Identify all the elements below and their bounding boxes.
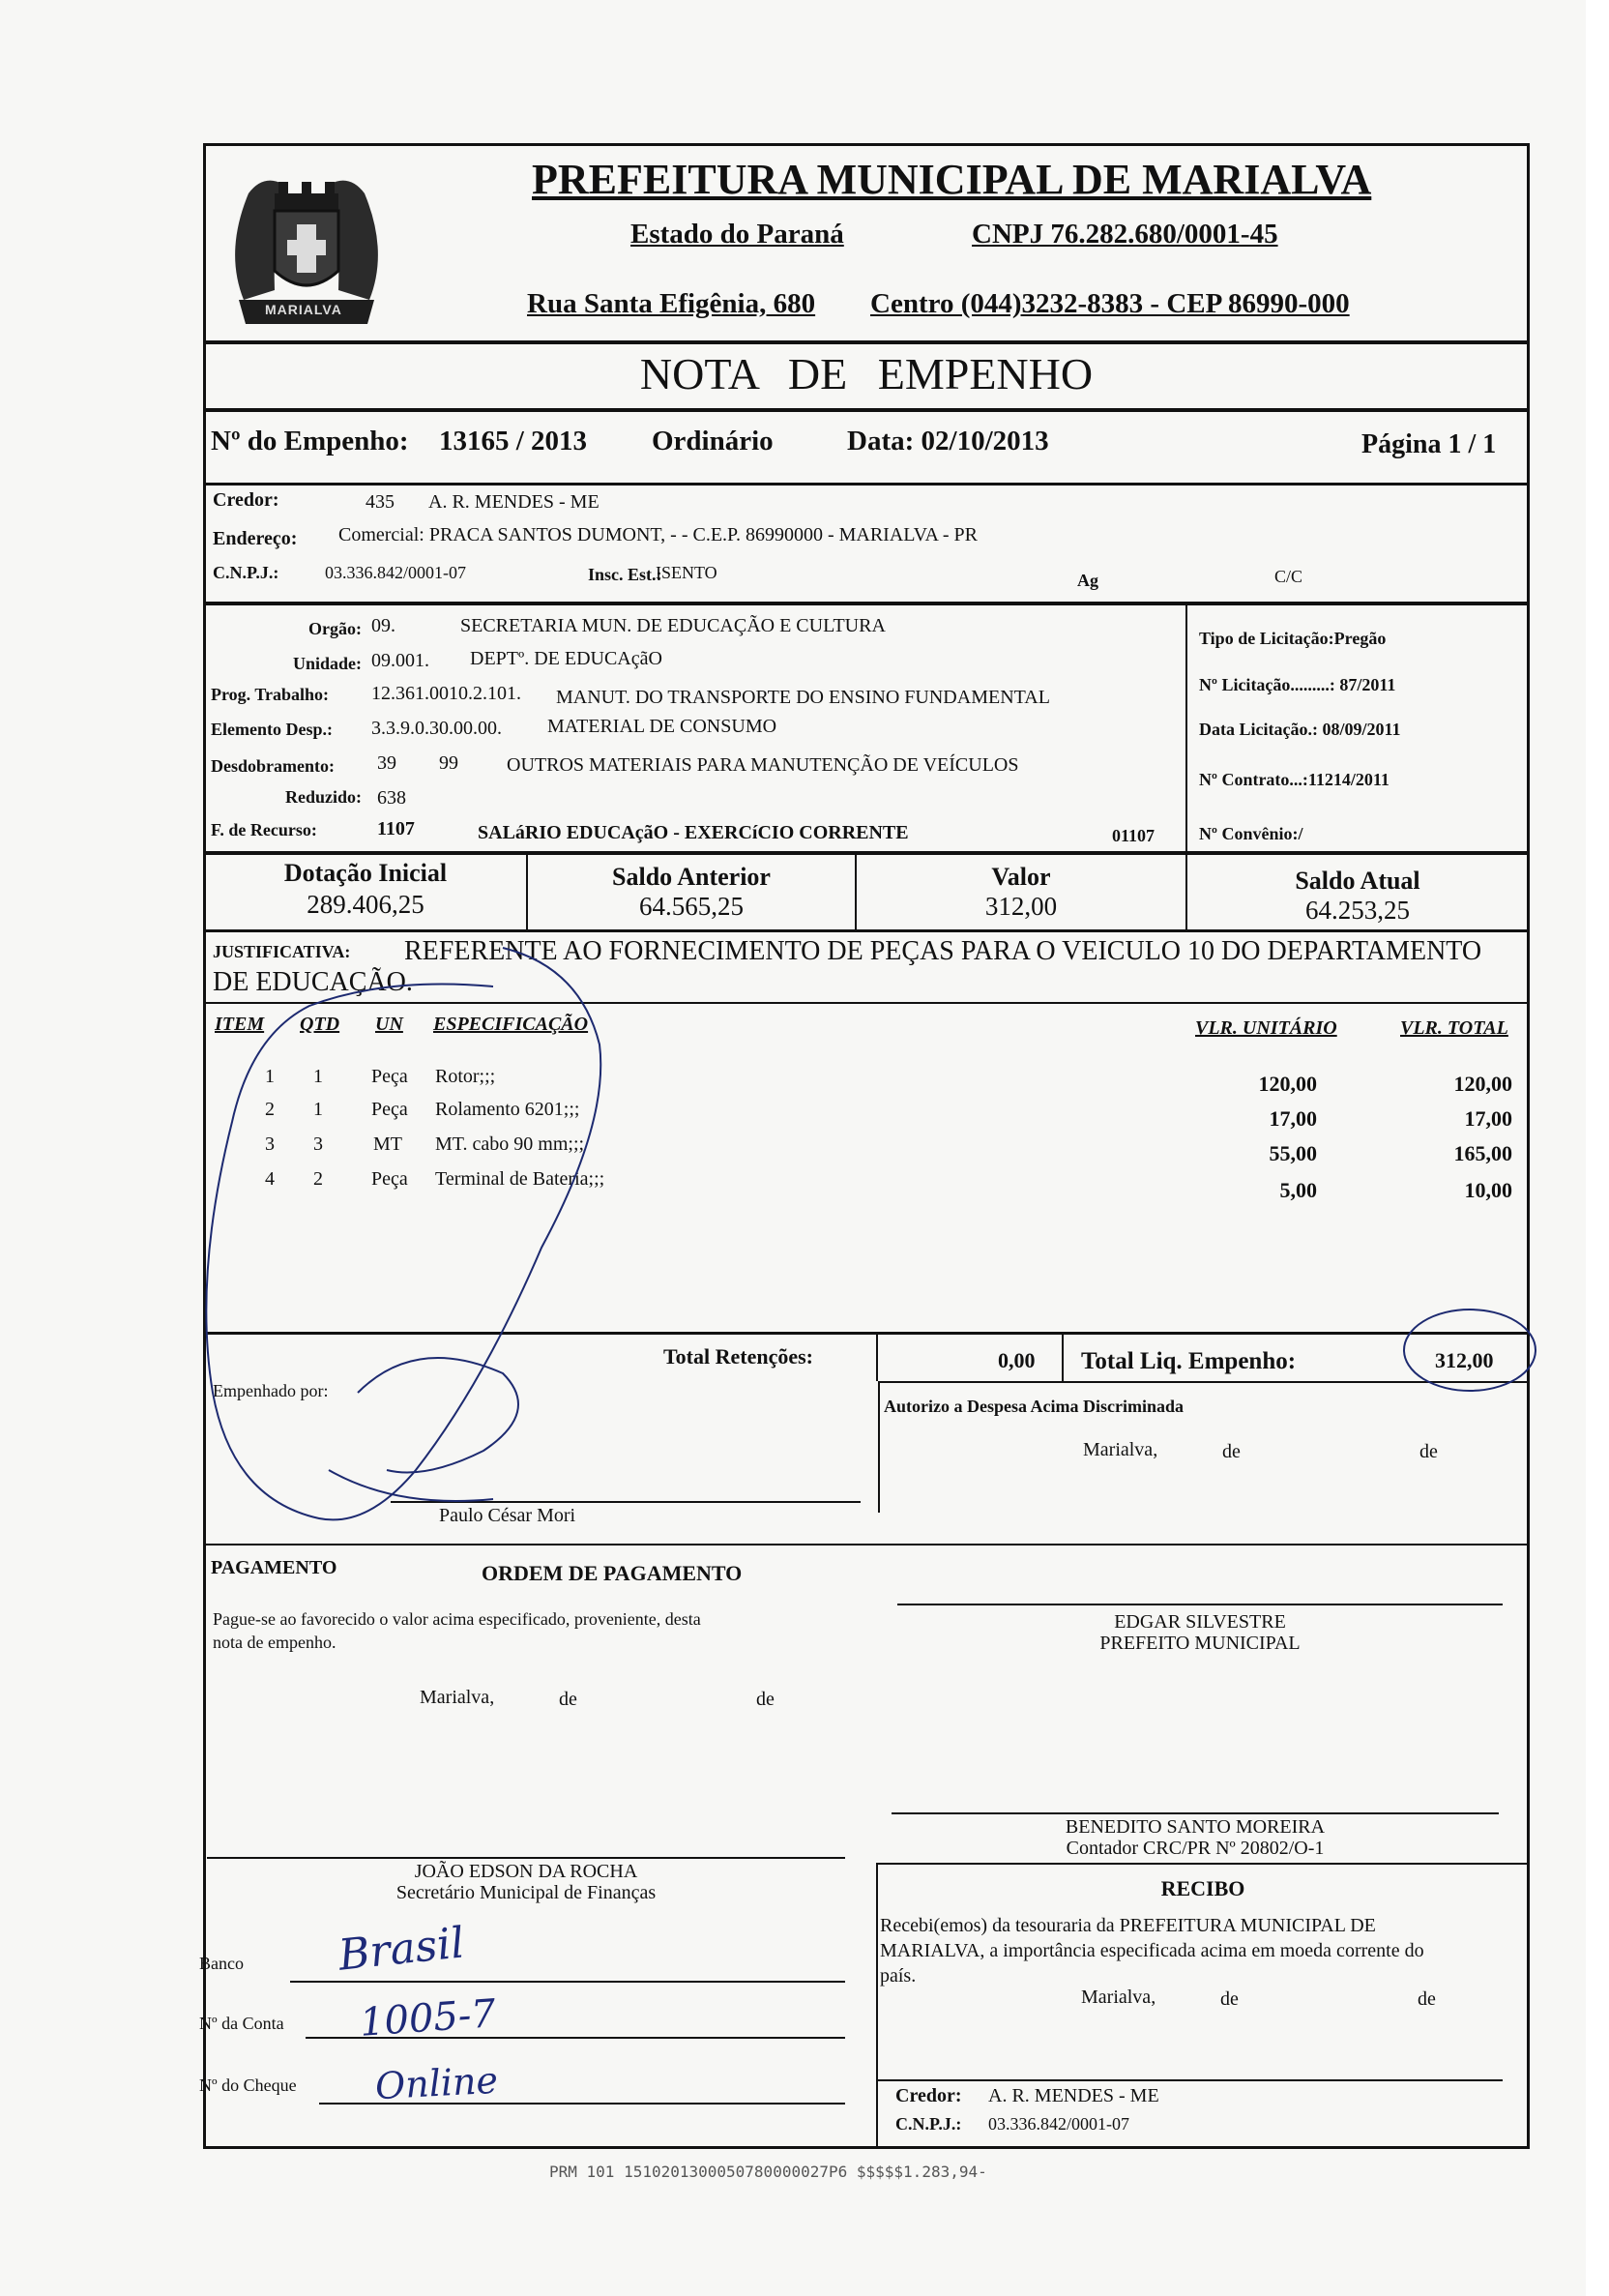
total-liquido-value: 312,00 [1435,1348,1494,1372]
handwritten-cheque: Online [373,2058,499,2108]
credor-name: A. R. MENDES - ME [428,491,600,513]
contador-role: Contador CRC/PR Nº 20802/O-1 [1066,1838,1325,1859]
address-label: Endereço: [213,528,298,549]
item-total-value: 165,00 [1453,1141,1512,1165]
unidade-code: 09.001. [371,650,429,671]
document-title: NOTA DE EMPENHO [639,349,1094,398]
pagamento-de1: de [559,1689,577,1710]
saldo-atual-label: Saldo Atual [1295,867,1420,895]
header-street: Rua Santa Efigênia, 680 [527,288,816,319]
signature-scribble [174,928,677,1547]
autorizo-de2: de [1419,1441,1438,1462]
prog-label: Prog. Trabalho: [211,685,330,704]
fonte-number: 01107 [1112,826,1156,845]
recibo-text-1: Recebi(emos) da tesouraria da PREFEITURA MUNICIPAL DE [880,1915,1376,1936]
reduzido-label: Reduzido: [284,787,362,807]
recibo-top-line [876,1863,1530,1865]
footer-stamp: PRM 101 1510201300050780000027P6 $$$$$1.283,94- [549,2163,987,2181]
credor-footer-cnpj-label: C.N.P.J.: [895,2114,962,2134]
empenho-date: Data: 02/10/2013 [847,426,1049,456]
item-unit-value: 120,00 [1258,1072,1317,1096]
banco-label: Banco [199,1954,244,1973]
saldo-anterior-label: Saldo Anterior [612,863,771,891]
item-total-value: 10,00 [1464,1178,1512,1202]
elemento-value: MATERIAL DE CONSUMO [547,716,777,737]
justificativa-line2: DE EDUCAÇÃO. [213,967,413,997]
credor-label: Credor: [213,489,279,511]
pagamento-place: Marialva, [420,1687,495,1708]
item-especificacao: MT. cabo 90 mm;;; [435,1133,585,1155]
pagamento-text-2: nota de empenho. [213,1633,336,1652]
item-number: 1 [265,1066,275,1087]
seal-text: MARIALVA [265,302,342,317]
item-qtd: 1 [313,1066,323,1087]
col-qtd: QTD [300,1014,340,1035]
total-circle-mark [1392,1296,1547,1402]
item-total-value: 17,00 [1464,1106,1512,1131]
col-item: ITEM [215,1014,265,1035]
pagamento-de2: de [756,1689,775,1710]
saldo-atual-value: 64.253,25 [1305,896,1410,925]
fonte-code: 1107 [377,818,415,839]
prefeito-role: PREFEITO MUNICIPAL [1099,1633,1301,1654]
item-un: Peça [371,1099,408,1120]
elemento-code: 3.3.9.0.30.00.00. [371,718,502,739]
item-qtd: 2 [313,1168,323,1190]
recibo-text-2: MARIALVA, a importância especificada acima em moeda corrente do [880,1940,1424,1961]
pagamento-text-1: Pague-se ao favorecido o valor acima especificado, proveniente, desta [213,1609,701,1629]
licitacao-data: Data Licitação.: 08/09/2011 [1199,720,1401,739]
cnpj-label: C.N.P.J.: [213,563,279,582]
empenhado-name: Paulo César Mori [439,1505,576,1526]
ordem-pagamento-label: ORDEM DE PAGAMENTO [482,1561,743,1585]
prefeito-name: EDGAR SILVESTRE [1114,1611,1286,1633]
cc-label: C/C [1274,567,1303,586]
header-cnpj: CNPJ 76.282.680/0001-45 [972,219,1278,250]
insc-value: ISENTO [656,563,717,582]
credor-footer-cnpj: 03.336.842/0001-07 [988,2114,1129,2134]
prog-code: 12.361.0010.2.101. [371,683,521,704]
orgao-label: Orgão: [308,619,362,638]
col-vlr-total: VLR. TOTAL [1400,1017,1508,1039]
fonte-value: SALáRIO EDUCAçãO - EXERCíCIO CORRENTE [478,822,909,843]
recibo-de2: de [1418,1988,1436,2010]
credor-code: 435 [366,491,395,513]
unidade-value: DEPTº. DE EDUCAçãO [470,648,662,669]
licitacao-tipo: Tipo de Licitação:Pregão [1199,629,1387,648]
prog-value: MANUT. DO TRANSPORTE DO ENSINO FUNDAMENTAL [556,687,1050,708]
budget-divider [1185,603,1187,853]
item-un: Peça [371,1168,408,1190]
item-number: 4 [265,1168,275,1190]
orgao-code: 09. [371,615,395,636]
saldo-dotacao-label: Dotação Inicial [283,859,448,887]
item-unit-value: 55,00 [1269,1141,1317,1165]
recibo-divider [876,1863,878,2149]
item-especificacao: Rolamento 6201;;; [435,1099,580,1120]
elemento-label: Elemento Desp.: [211,720,333,739]
contador-signature-line [892,1812,1499,1814]
pagamento-label: PAGAMENTO [211,1557,337,1578]
justificativa-line1: REFERENTE AO FORNECIMENTO DE PEÇAS PARA O VEICULO 10 DO DEPARTAMENTO [404,936,1482,966]
credor-footer-line [878,2079,1503,2081]
header-state: Estado do Paraná [630,219,844,250]
justificativa-label: JUSTIFICATIVA: [213,942,351,961]
item-especificacao: Terminal de Bateria;;; [435,1168,605,1190]
empenho-type: Ordinário [652,426,774,456]
recibo-place: Marialva, [1081,1987,1156,2008]
total-retencoes-value: 0,00 [998,1348,1036,1372]
item-unit-value: 17,00 [1269,1106,1317,1131]
unidade-label: Unidade: [292,654,362,673]
empenho-number: 13165 / 2013 [439,426,588,456]
licitacao-numero: Nº Licitação.........: 87/2011 [1199,675,1396,694]
item-number: 2 [265,1099,275,1120]
secretario-role: Secretário Municipal de Finanças [395,1882,657,1903]
autorizo-label: Autorizo a Despesa Acima Discriminada [884,1397,1184,1416]
valor-label: Valor [991,863,1051,891]
conta-label: Nº da Conta [199,2014,284,2033]
col-un: UN [375,1014,403,1035]
total-liquido-label: Total Liq. Empenho: [1081,1348,1297,1374]
desdobramento-value: OUTROS MATERIAIS PARA MANUTENÇÃO DE VEÍCULOS [507,754,1019,776]
item-un: MT [373,1133,402,1155]
desdobramento-b: 99 [439,752,458,774]
ag-label: Ag [1077,571,1098,590]
contador-name: BENEDITO SANTO MOREIRA [1065,1816,1326,1838]
reduzido-value: 638 [377,787,406,809]
orgao-value: SECRETARIA MUN. DE EDUCAÇÃO E CULTURA [460,615,886,636]
saldo-dotacao-value: 289.406,25 [307,890,424,919]
recibo-text-3: país. [880,1965,917,1987]
insc-label: Insc. Est.: [588,565,662,584]
page-number: Página 1 / 1 [1361,429,1497,459]
recibo-de1: de [1220,1988,1239,2010]
saldo-anterior-value: 64.565,25 [639,892,744,921]
item-un: Peça [371,1066,408,1087]
handwritten-banco: Brasil [336,1918,467,1981]
item-qtd: 1 [313,1099,323,1120]
total-retencoes-label: Total Retenções: [663,1344,813,1369]
secretario-signature-line [207,1857,845,1859]
autorizo-de1: de [1222,1441,1241,1462]
col-especificacao: ESPECIFICAÇÃO [433,1014,589,1035]
prefeito-signature-line [897,1604,1503,1605]
credor-footer-name: A. R. MENDES - ME [988,2085,1159,2106]
credor-footer-label: Credor: [895,2085,962,2106]
autorizo-place: Marialva, [1083,1439,1158,1460]
header-contact: Centro (044)3232-8383 - CEP 86990-000 [870,288,1350,319]
licitacao-convenio: Nº Convênio:/ [1199,824,1303,843]
banco-line [290,1981,845,1983]
recibo-title: RECIBO [1160,1876,1245,1900]
item-total-value: 120,00 [1453,1072,1512,1096]
header-title: PREFEITURA MUNICIPAL DE MARIALVA [532,156,1372,203]
municipal-seal-logo [215,155,398,339]
item-number: 3 [265,1133,275,1155]
handwritten-conta: 1005-7 [358,1991,498,2046]
cnpj-value: 03.336.842/0001-07 [325,563,466,582]
item-unit-value: 5,00 [1279,1178,1317,1202]
fonte-label: F. de Recurso: [211,820,317,839]
empenho-number-label: Nº do Empenho: [211,426,409,456]
item-qtd: 3 [313,1133,323,1155]
empenhado-label: Empenhado por: [213,1381,329,1400]
cheque-label: Nº do Cheque [199,2075,297,2095]
secretario-name: JOÃO EDSON DA ROCHA [414,1861,638,1882]
licitacao-contrato: Nº Contrato...:11214/2011 [1199,770,1390,789]
valor-value: 312,00 [984,892,1058,921]
desdobramento-label: Desdobramento: [211,756,335,776]
col-vlr-unitario: VLR. UNITÁRIO [1195,1017,1337,1039]
address-value: Comercial: PRACA SANTOS DUMONT, - - C.E.P. 86990000 - MARIALVA - PR [338,524,978,545]
desdobramento-a: 39 [377,752,396,774]
item-especificacao: Rotor;;; [435,1066,496,1087]
